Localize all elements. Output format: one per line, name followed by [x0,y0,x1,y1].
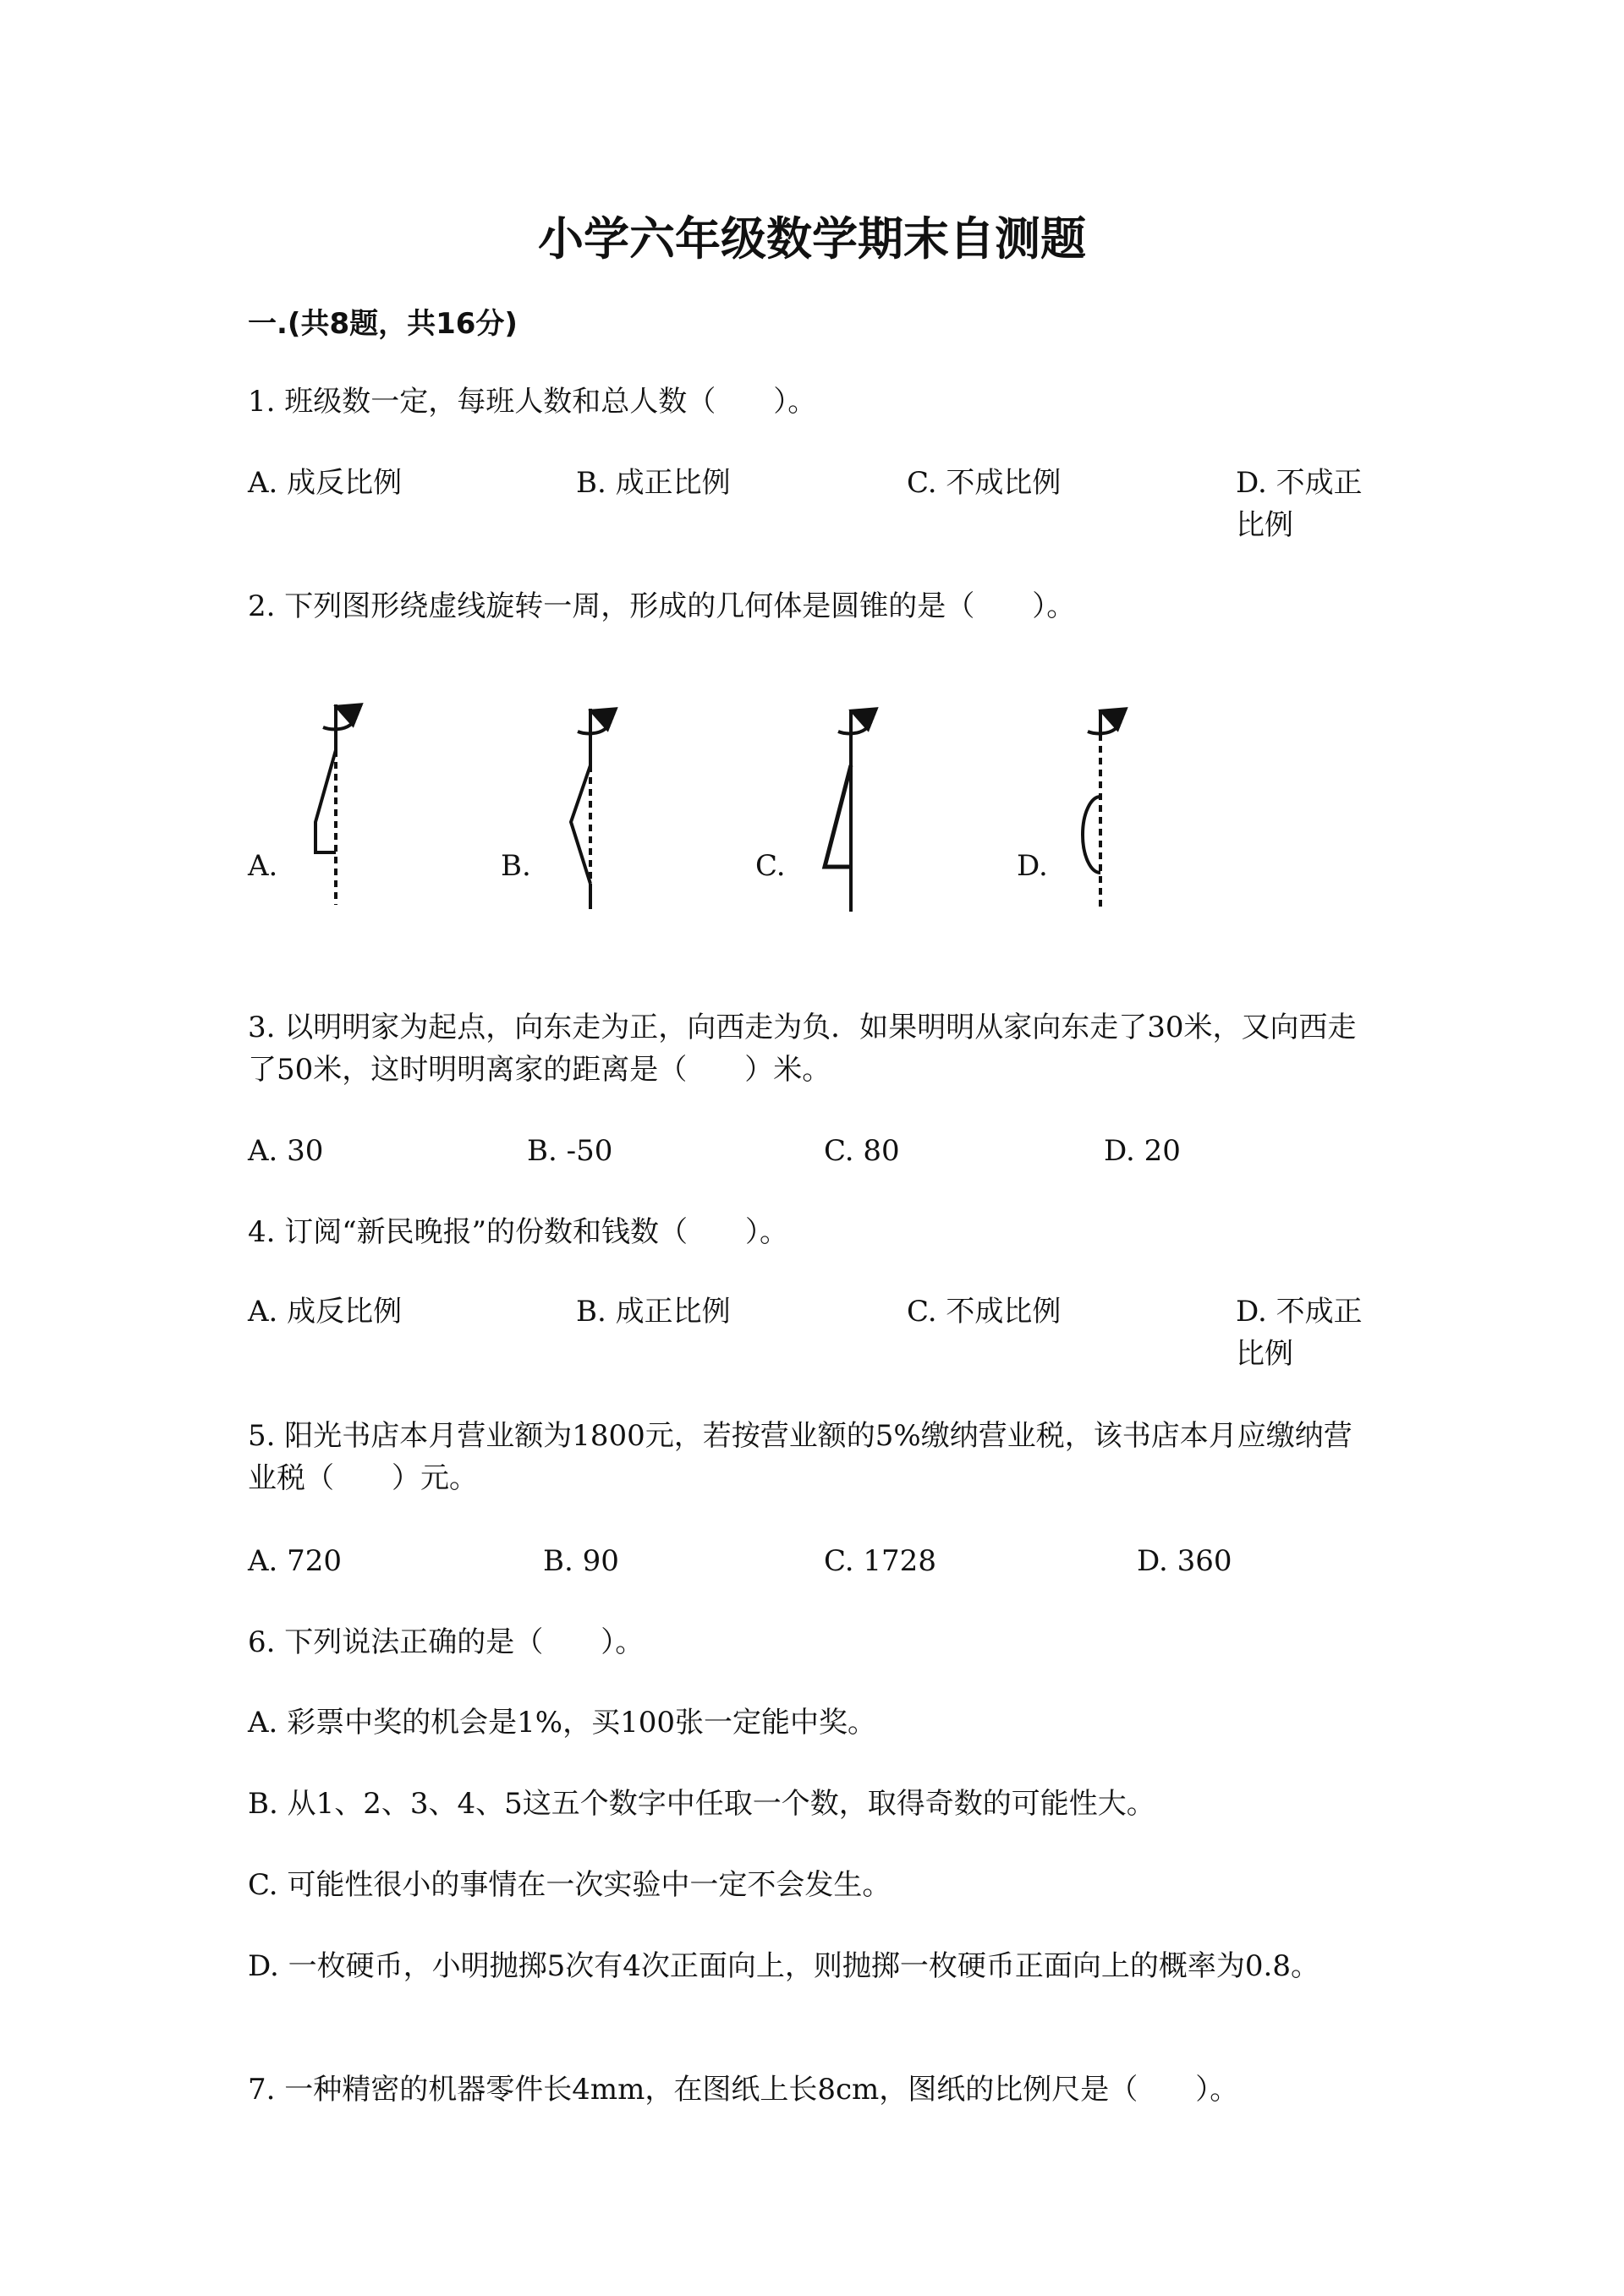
q2-option-d[interactable]: D. [1017,849,1048,883]
question-2: 2. 下列图形绕虚线旋转一周，形成的几何体是圆锥的是（ ）。 [248,589,1076,623]
q2-option-c[interactable]: C. [755,849,786,883]
question-4: 4. 订阅“新民晚报”的份数和钱数（ ）。 [248,1215,789,1249]
figure-a [315,704,354,905]
q4-option-a[interactable]: A. 成反比例 [248,1295,403,1329]
q4-option-c[interactable]: C. 不成比例 [907,1295,1062,1329]
q1-option-a[interactable]: A. 成反比例 [248,466,403,500]
q3-option-d[interactable]: D. 20 [1104,1134,1181,1168]
q5-option-b[interactable]: B. 90 [543,1544,619,1578]
q3-option-a[interactable]: A. 30 [248,1134,324,1168]
section-heading: 一.(共8题，共16分) [248,307,518,341]
shape-outline [571,765,590,884]
q4-option-d[interactable] [1236,1290,1380,1375]
q3-option-b[interactable]: B. -50 [527,1134,613,1168]
q1-option-d-label: D. 不成正比例 [1236,466,1363,542]
question-1: 1. 班级数一定，每班人数和总人数（ ）。 [248,385,817,419]
q2-option-b[interactable]: B. [501,849,531,883]
q5-option-d[interactable]: D. 360 [1137,1544,1232,1578]
q5-option-c[interactable]: C. 1728 [824,1544,936,1578]
rotation-arrow-icon [323,710,354,729]
q6-option-d[interactable]: D. 一枚硬币，小明抛掷5次有4次正面向上，则抛掷一枚硬币正面向上的概率为0.8。 [248,1949,1320,1983]
shape-outline [825,765,851,867]
q1-option-b[interactable]: B. 成正比例 [576,466,731,500]
q6-option-b[interactable]: B. 从1、2、3、4、5这五个数字中任取一个数，取得奇数的可能性大。 [248,1787,1155,1821]
rotation-arrow-icon [1088,715,1118,733]
figure-c [825,710,869,912]
q5-option-a[interactable]: A. 720 [248,1544,343,1578]
q6-option-c[interactable]: C. 可能性很小的事情在一次实验中一定不会发生。 [248,1868,892,1902]
q4-option-b[interactable]: B. 成正比例 [576,1295,731,1329]
question-7: 7. 一种精密的机器零件长4mm，在图纸上长8cm，图纸的比例尺是（ ）。 [248,2073,1239,2107]
question-6: 6. 下列说法正确的是（ ）。 [248,1625,645,1659]
figure-d [1083,710,1118,909]
rotation-arrow-icon [838,715,869,733]
figure-b [571,709,608,909]
rotation-arrow-icon [578,715,608,733]
shape-outline [315,750,336,852]
shape-outline [1083,797,1100,873]
q4-option-d-label: D. 不成正比例 [1236,1295,1363,1371]
page-title: 小学六年级数学期末自测题 [538,212,1086,266]
q1-option-c[interactable]: C. 不成比例 [907,466,1062,500]
q2-option-a[interactable]: A. [248,849,278,883]
question-3: 3. 以明明家为起点，向东走为正，向西走为负．如果明明从家向东走了30米，又向西走了50米，这时明明离家的距离是（ ）米。 [248,1011,1357,1087]
q6-option-a[interactable]: A. 彩票中奖的机会是1%，买100张一定能中奖。 [248,1706,877,1740]
q3-option-c[interactable]: C. 80 [824,1134,900,1168]
question-5: 5. 阳光书店本月营业额为1800元，若按营业额的5%缴纳营业税，该书店本月应缴纳营业税（ ）元。 [248,1419,1352,1495]
